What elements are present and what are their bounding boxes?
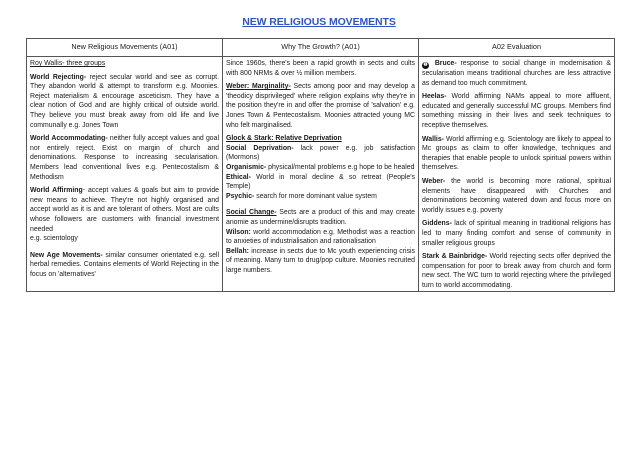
- bullet-icon: ❶: [423, 62, 428, 68]
- header-row: [27, 39, 615, 57]
- header-cell: A02 Evaluation: [419, 39, 615, 57]
- wallis-para: Wallis- World affirming e.g. Scientology are likely to appeal to Mc groups as claim to offer knowledge, techniques and therapies that enable people to unlock spiritual powers within themselves.: [422, 135, 611, 172]
- col-growth: [223, 57, 419, 292]
- world-rejecting-para: World Rejecting- reject secular world and see as corrupt. They abandon world & attempt to transform e.g. Moonies. Reject materialism & encourage asceticism. They have a clear notion of God and are highly critical of outside world. They believe you must break away from old life and live communally e.g. Jones Town: [30, 73, 219, 129]
- weber-marginality-para: Weber: Marginality- Sects among poor and may develop a 'theodicy disprivileged' where religion explains why they're in the position they're in and offer the promise of 'salvation' e.g. Jones Town & Pentecostalism. Moonies attracted young MC who felt marginalised.: [226, 83, 416, 129]
- col-nrm: [27, 57, 223, 292]
- new-age-para: New Age Movements- similar consumer orientated e.g. sell herbal remedies. Contains elements of World Rejecting in the focus on 'alternatives': [30, 251, 219, 278]
- page-title: NEW RELIGIOUS MOVEMENTS: [242, 16, 396, 28]
- header-cell: New Religious Movements (A01): [27, 39, 223, 57]
- giddens-para: Giddens- lack of spiritual meaning in traditional religions has led to many finding comfort and sense of community in smaller religious groups: [422, 220, 611, 247]
- content-table: [26, 38, 615, 292]
- organismic-para: Organismic- physical/mental problems e.g hope to be healed: [226, 163, 415, 171]
- glock-heading: Glock & Stark: Relative Deprivation: [226, 135, 342, 143]
- wilson-para: Wilson: world accommodation e.g. Methodist was a reaction to anxieties of industrialisation and rationalisation: [226, 228, 415, 246]
- social-change-para: Social Change- Sects are a product of this and may create anomie as undermine/disrupts tradition.: [226, 209, 415, 226]
- social-deprivation-para: Social Deprivation- lack power e.g. job satisfaction (Mormons): [226, 144, 415, 162]
- heelas-para: Heelas- World affirming NAMs appeal to more affluent, educated and generally successful MC groups. Members find something missing in their lives and seek techniques to receptive themselves.: [422, 93, 611, 129]
- col-evaluation: [419, 57, 615, 292]
- world-accommodating-para: World Accommodating- neither fully accept values and goal nor entirely reject. Exist on margin of church and denominations. Response to increasing secularisation. Members lead conventional lives e.g. Pentecostalism & Methodism: [30, 135, 220, 181]
- world-affirming-example: e.g. scientology: [30, 235, 78, 243]
- wallis-heading: Roy Wallis- three groups: [30, 60, 106, 67]
- header-cell: Why The Growth? (A01): [223, 39, 419, 57]
- content-row: [27, 57, 615, 292]
- stark-bainbridge-para: Stark & Bainbridge- World rejecting sects offer deprived the compensation for poor to break away from church and form new sect. The WC turn to world rejecting where the privileged turn to world accommodating.: [422, 253, 611, 289]
- weber-para: Weber- the world is becoming more rational, spiritual elements have disappeared with Churches and denominations becoming watered down and focus more on worldly issues e.g. poverty: [422, 177, 611, 214]
- bellah-para: Bellah: increase in sects due to Mc youth experiencing crisis of meaning. Many turn to drug/pop culture. Moonies recruited large numbers.: [226, 247, 415, 274]
- psychic-para: Psychic- search for more dominant value system: [226, 192, 377, 200]
- bruce-para: ❶ Bruce- response to social change in modernisation & secularisation means traditional churches are less attractive as demand too much commitment.: [422, 60, 611, 87]
- world-affirming-para: World Affirming- accept values & goals but aim to provide new means to achieve. They're not highly organised and accept world as it is and are tolerant of others. Most are cults whose followers are customers with financial investment needed: [30, 187, 219, 233]
- ethical-para: Ethical- World in moral decline & so retreat (People's Temple): [226, 173, 415, 191]
- growth-intro: Since 1960s, there's been a rapid growth in sects and cults with 800 NRMs & over ½ million members.: [226, 60, 415, 77]
